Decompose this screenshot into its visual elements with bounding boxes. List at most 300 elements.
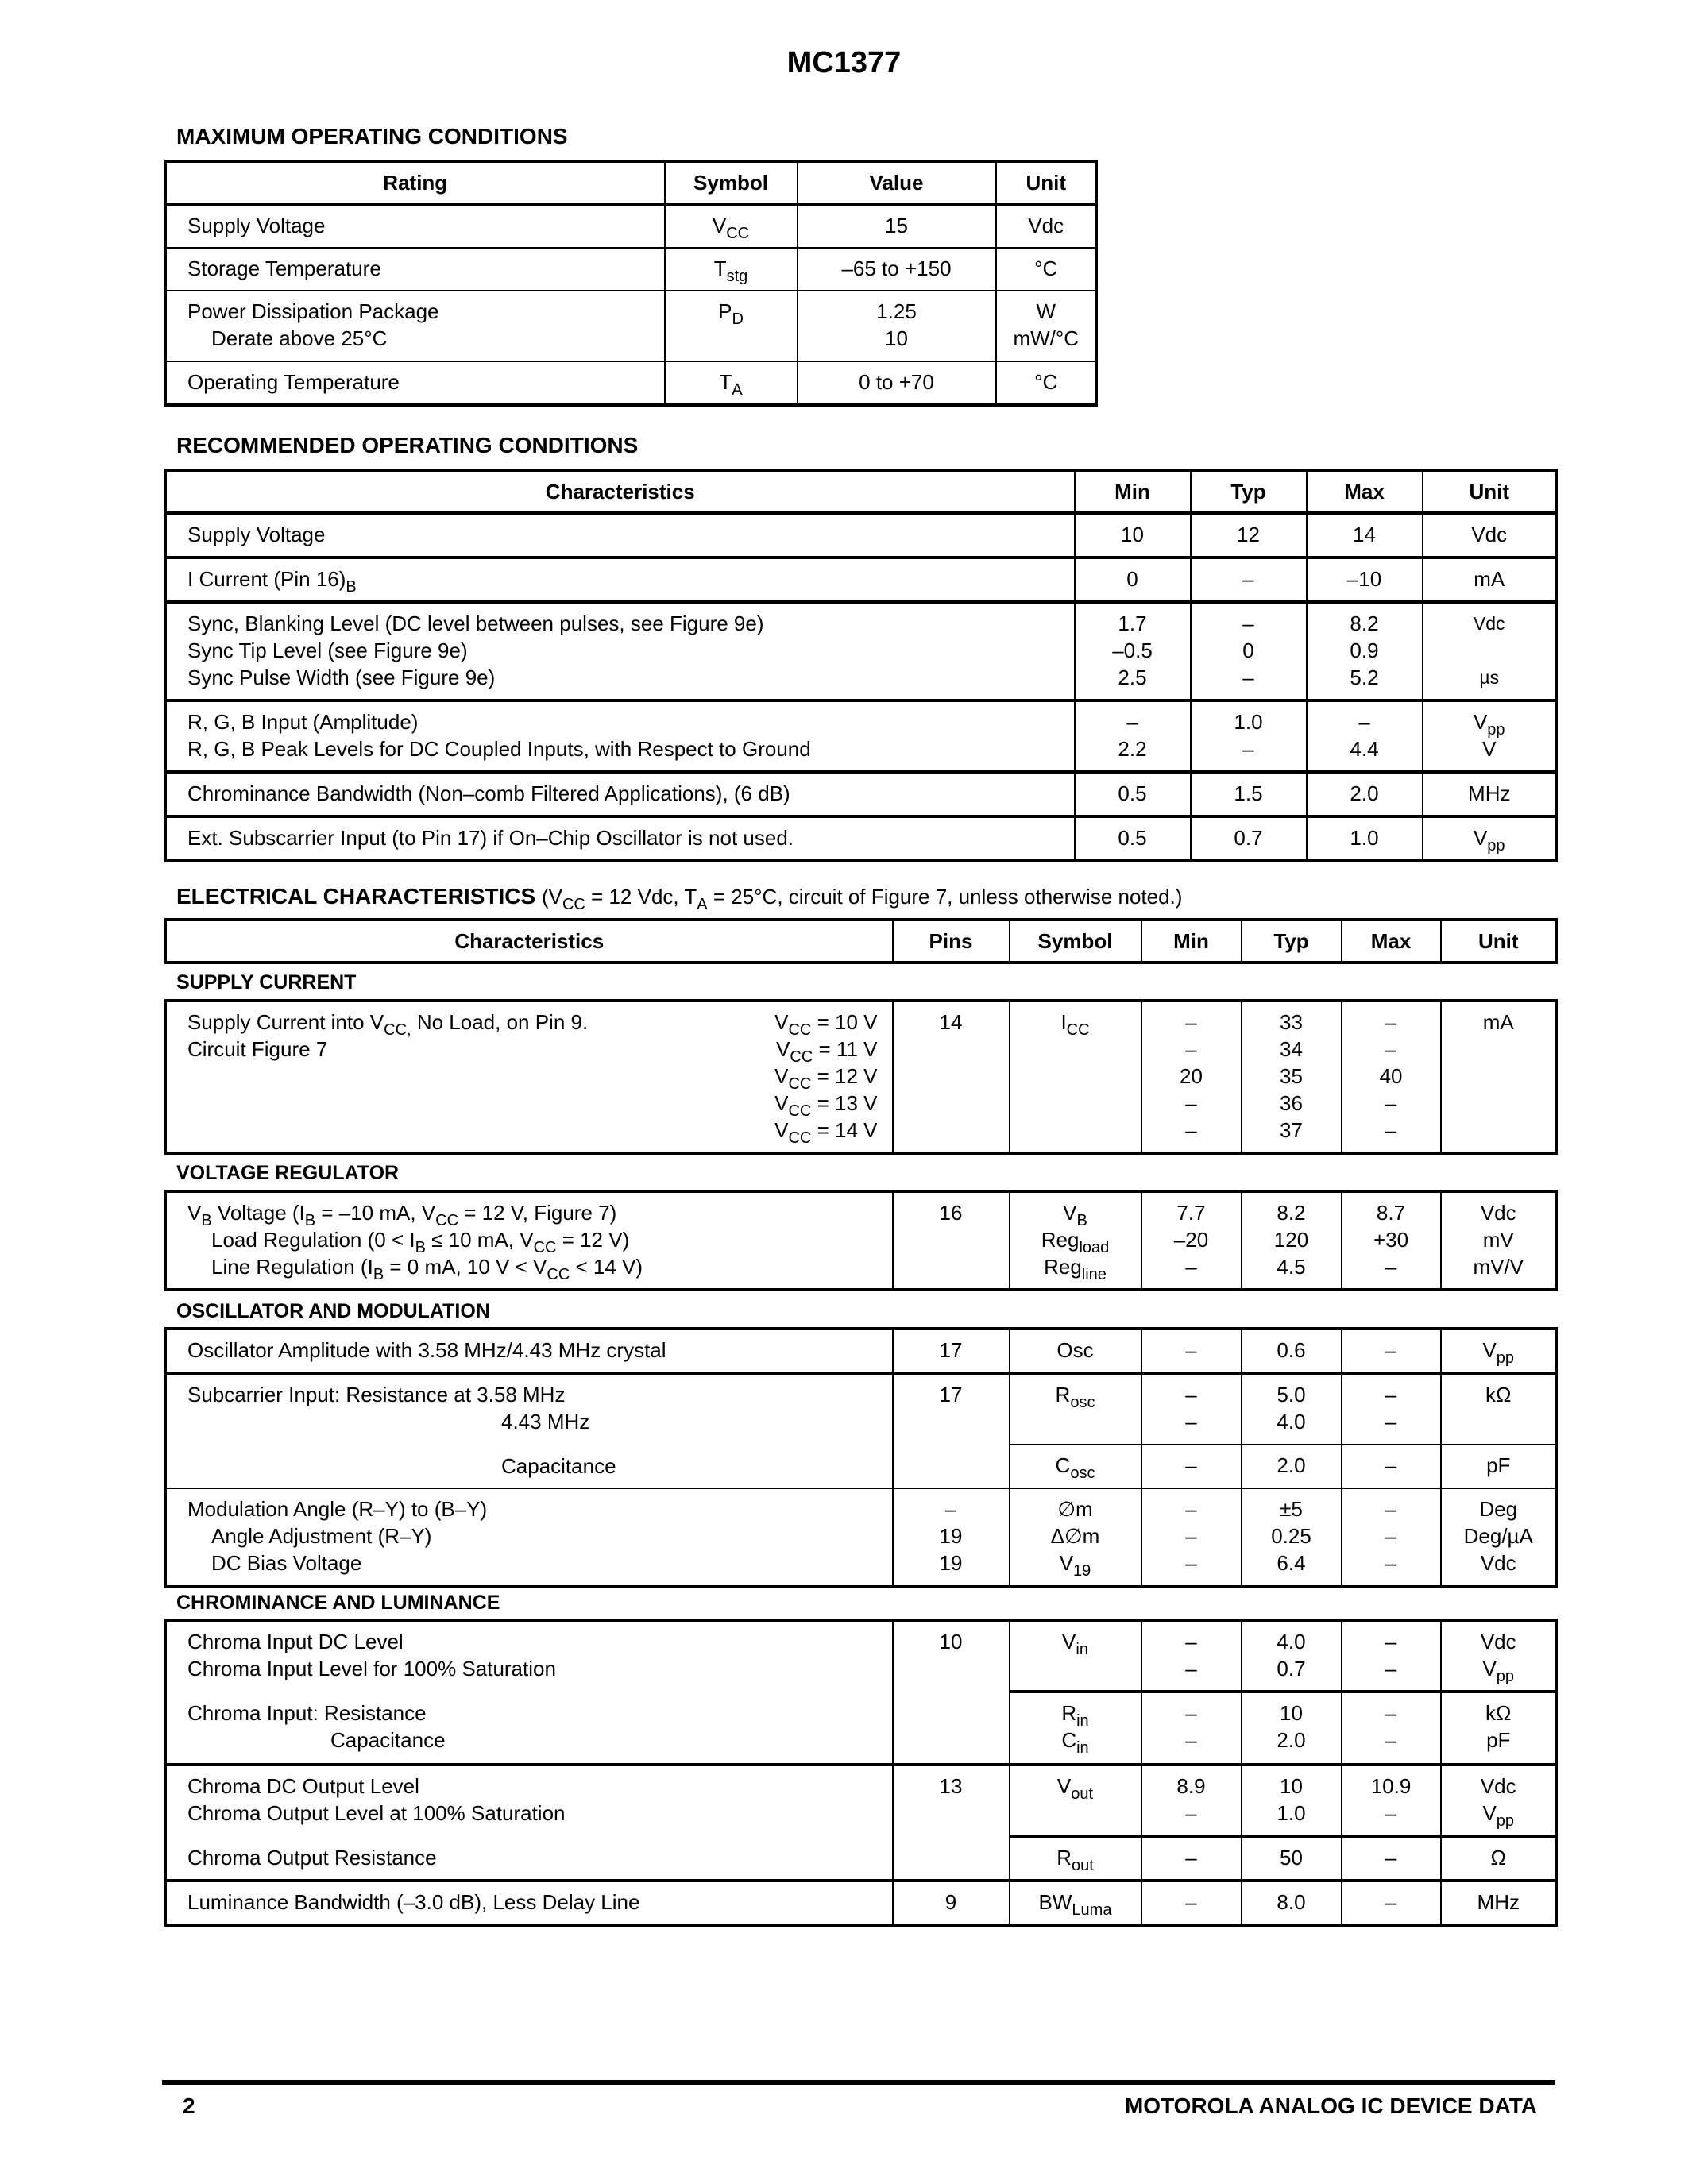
typ-cell	[1242, 1373, 1342, 1445]
cell-line: –	[944, 1497, 957, 1521]
cell-line: Δ∅m	[1050, 1524, 1100, 1548]
cell-content	[1142, 1445, 1241, 1487]
cell-line: Vdc	[1471, 523, 1508, 546]
typ-cell	[1242, 1488, 1342, 1587]
cell-line: –	[1185, 1657, 1197, 1680]
unit-cell	[1441, 1692, 1557, 1765]
cell-content	[1442, 1193, 1556, 1288]
cell-content	[1308, 818, 1422, 859]
subscript: pp	[1496, 1812, 1515, 1830]
pins-cell	[893, 1001, 1010, 1153]
electrical-section-table	[164, 1327, 1558, 1588]
footer-rule	[162, 2080, 1555, 2085]
line-right: $V_{CC} = 13$ V	[774, 1091, 878, 1120]
cell-content	[997, 249, 1096, 290]
cell-content	[1010, 1622, 1141, 1663]
cell-content	[1192, 515, 1306, 556]
cell-line: –	[1185, 1551, 1197, 1575]
table-row	[166, 602, 1557, 700]
col-header-pins: Pins	[893, 920, 1010, 963]
cell-line: 4.43 MHz	[501, 1410, 590, 1433]
cell-line: –	[1185, 1497, 1197, 1521]
pins-cell	[893, 1191, 1010, 1290]
electrical-header-table	[164, 918, 1558, 964]
max-cell	[1342, 1881, 1441, 1925]
cell-line: $V_{19}$	[1059, 1551, 1091, 1580]
cell-content	[1192, 818, 1306, 859]
subscript: CC	[790, 1048, 813, 1066]
cell-content	[997, 362, 1096, 403]
cell-content	[1142, 1375, 1241, 1443]
table-row	[166, 248, 1097, 291]
cell-line: 15	[885, 214, 908, 237]
cell-line: 0	[1242, 639, 1254, 662]
cell-content	[167, 1882, 892, 1924]
symbol-cell	[1010, 1445, 1141, 1488]
cell-line: $V_{out}$	[1056, 1774, 1094, 1803]
typ-cell	[1191, 772, 1307, 816]
cell-line: 1.7	[1118, 612, 1147, 635]
pins-cell	[893, 1620, 1010, 1765]
cell-content	[1442, 1489, 1556, 1584]
cell-content	[1342, 1330, 1440, 1372]
cell-content	[1010, 1838, 1141, 1879]
cell-content	[1010, 1375, 1141, 1416]
cell-line: –	[1242, 666, 1254, 689]
cell-content	[1010, 1193, 1141, 1288]
cell-line: –	[1185, 1383, 1197, 1406]
subscript: 19	[1073, 1562, 1091, 1580]
subscript: CC	[788, 1021, 812, 1039]
subscript: CC,	[384, 1021, 411, 1039]
cell-line: DC Bias Voltage	[211, 1551, 362, 1575]
cell-content	[1010, 1330, 1141, 1372]
table-row	[166, 558, 1557, 602]
subscript: osc	[1070, 1464, 1095, 1483]
electrical-test-conditions: ($V_{CC} = 12$ Vdc, $T_A = 25^\circ C$, circuit of Figure 7, unless otherwise noted.)	[541, 885, 1183, 913]
subscript: B	[1076, 1212, 1087, 1229]
table-row	[166, 700, 1557, 772]
cell-line: ±5	[1280, 1497, 1303, 1521]
cell-content	[1242, 1193, 1341, 1288]
symbol-cell	[1010, 1488, 1141, 1587]
cell-line: 10	[1121, 523, 1144, 546]
cell-line: Supply Voltage	[187, 214, 326, 237]
cell-line: 8.2	[1277, 1201, 1306, 1225]
cell-line: $V_{pp}$	[1482, 1657, 1515, 1685]
typ-cell	[1191, 513, 1307, 558]
value-cell	[798, 291, 996, 361]
cell-line: –20	[1173, 1228, 1209, 1252]
cell-line: 1.0	[1234, 710, 1263, 734]
cell-content	[1308, 515, 1422, 556]
cell-line: –	[1385, 1118, 1397, 1142]
cell-line: –	[1126, 710, 1138, 734]
characteristic-cell	[166, 1881, 893, 1925]
characteristic-cell	[166, 700, 1075, 772]
cell-content	[1442, 1002, 1556, 1044]
cell-line: Vdc	[1480, 1201, 1516, 1225]
col-header-symbol: Symbol	[1010, 920, 1141, 963]
cell-line: Load Regulation ($0 < I_B \le 10$ mA, $V_{CC} = 12$ V)	[211, 1228, 630, 1256]
line-left: Circuit Figure 7	[187, 1037, 328, 1061]
cell-content	[894, 1882, 1009, 1924]
line-right: $V_{CC} = 14$ V	[774, 1118, 878, 1147]
cell-line: 10	[885, 326, 908, 350]
cell-line: MHz	[1468, 781, 1511, 805]
cell-line: Osc	[1056, 1338, 1094, 1362]
cell-line: Reg$_{load}$	[1041, 1228, 1110, 1256]
cell-line: Vdc	[1480, 1551, 1516, 1575]
cell-line: –	[1185, 1846, 1197, 1870]
cell-content	[1442, 1375, 1556, 1416]
cell-line: 4.5	[1277, 1255, 1306, 1279]
unit-cell	[1423, 558, 1557, 602]
min-cell	[1075, 816, 1191, 861]
cell-content	[167, 1375, 892, 1488]
cell-content	[167, 604, 1074, 699]
cell-line: R, G, B Input (Amplitude)	[187, 710, 419, 734]
cell-line: 9	[944, 1890, 957, 1914]
cell-line: 20	[1180, 1064, 1203, 1088]
cell-content	[997, 206, 1096, 247]
unit-cell	[1441, 1836, 1557, 1881]
cell-line: –	[1385, 1497, 1397, 1521]
symbol-cell	[1010, 1765, 1141, 1836]
cell-line: 0.5	[1118, 781, 1147, 805]
cell-line: Supply Voltage	[187, 523, 326, 546]
pins-cell	[893, 1329, 1010, 1373]
cell-line: –	[1185, 1010, 1197, 1034]
col-header-rating: Rating	[166, 161, 665, 204]
max-cell	[1307, 700, 1423, 772]
cell-line: Modulation Angle (R–Y) to (B–Y)	[187, 1497, 488, 1521]
cell-line: 4.4	[1350, 737, 1379, 761]
cell-line: 35	[1280, 1064, 1303, 1088]
min-cell	[1141, 1445, 1242, 1488]
subscript: D	[732, 311, 744, 328]
symbol-cell	[1010, 1001, 1141, 1153]
value-cell	[798, 361, 996, 405]
cell-line: Capacitance	[330, 1728, 446, 1752]
cell-content	[1442, 1838, 1556, 1879]
cell-content	[1142, 1622, 1241, 1690]
cell-line: $R_{osc}$	[1055, 1383, 1095, 1411]
min-cell	[1075, 558, 1191, 602]
cell-content	[1010, 1693, 1141, 1761]
cell-content	[1142, 1489, 1241, 1584]
rating-cell	[166, 291, 665, 361]
cell-line: Reg$_{line}$	[1044, 1255, 1107, 1283]
cell-line: –	[1185, 1091, 1197, 1115]
cell-content	[167, 1489, 892, 1584]
typ-cell	[1242, 1191, 1342, 1290]
cell-content	[1142, 1193, 1241, 1288]
cell-line: 1.0	[1277, 1801, 1306, 1825]
cell-line	[187, 1009, 892, 1039]
typ-cell	[1242, 1445, 1342, 1488]
cell-line: Derate above 25°C	[211, 326, 388, 350]
cell-line: –	[1242, 737, 1254, 761]
subscript: CC	[788, 1129, 812, 1147]
cell-line: 8.2	[1350, 612, 1379, 635]
cell-line: 36	[1280, 1091, 1303, 1115]
min-cell	[1141, 1001, 1242, 1153]
unit-cell	[996, 361, 1097, 405]
cell-line: –	[1242, 567, 1254, 591]
cell-line: $R_{in}$	[1061, 1701, 1089, 1730]
cell-line: –	[1358, 710, 1370, 734]
cell-line: kΩ	[1485, 1701, 1512, 1725]
cell-content	[1442, 1622, 1556, 1690]
cell-line: –	[1385, 1037, 1397, 1061]
max-cell	[1342, 1001, 1441, 1153]
cell-content	[1423, 515, 1556, 556]
cell-content	[666, 291, 797, 333]
subscript: stg	[726, 268, 748, 285]
cell-content	[894, 1330, 1009, 1372]
cell-line: Oscillator Amplitude with 3.58 MHz/4.43 MHz crystal	[187, 1338, 666, 1362]
max-cell	[1342, 1373, 1441, 1445]
cell-line: 6.4	[1277, 1551, 1306, 1575]
cell-content	[1242, 1838, 1341, 1879]
cell-content	[1442, 1882, 1556, 1924]
unit-cell	[996, 291, 1097, 361]
cell-line: 19	[939, 1524, 963, 1548]
pins-cell	[893, 1765, 1010, 1881]
min-cell	[1141, 1329, 1242, 1373]
table-row	[166, 361, 1097, 405]
cell-line: –	[1185, 1801, 1197, 1825]
cell-content	[1076, 774, 1190, 815]
subscript: B	[346, 578, 357, 596]
unit-cell	[996, 248, 1097, 291]
cell-line	[1423, 637, 1556, 664]
cell-line: –10	[1346, 567, 1382, 591]
cell-line: –	[1185, 1255, 1197, 1279]
typ-cell	[1242, 1881, 1342, 1925]
cell-line: $C_{in}$	[1061, 1728, 1089, 1757]
cell-line: –	[1385, 1846, 1397, 1870]
cell-content	[798, 291, 995, 360]
cell-content	[894, 1489, 1009, 1584]
cell-line: 16	[939, 1201, 963, 1225]
unit-cell	[1441, 1001, 1557, 1153]
cell-content	[997, 291, 1096, 360]
cell-content	[167, 362, 664, 403]
cell-line: 10	[1280, 1774, 1303, 1798]
cell-content	[1242, 1882, 1341, 1924]
cell-line: Ext. Subscarrier Input (to Pin 17) if On–Chip Oscillator is not used.	[187, 826, 794, 850]
cell-line: –	[1185, 1410, 1197, 1433]
min-cell	[1141, 1692, 1242, 1765]
cell-content	[1076, 604, 1190, 699]
cell-line: 34	[1280, 1037, 1303, 1061]
recommended-operating-table	[164, 469, 1558, 862]
unit-cell	[1441, 1620, 1557, 1692]
cell-line: µs	[1479, 667, 1500, 688]
symbol-cell	[1010, 1836, 1141, 1881]
subscript: out	[1071, 1857, 1094, 1874]
cell-content	[894, 1193, 1009, 1234]
cell-line: Vdc	[1473, 613, 1505, 634]
page-title: MC1377	[786, 46, 902, 79]
cell-line: mA	[1482, 1010, 1514, 1034]
cell-line: –	[1185, 1728, 1197, 1752]
cell-line: 10	[939, 1630, 963, 1653]
subscript: CC	[547, 1266, 570, 1283]
cell-content	[1342, 1489, 1440, 1584]
cell-line: 40	[1379, 1064, 1403, 1088]
cell-content	[798, 249, 995, 290]
max-cell	[1307, 558, 1423, 602]
symbol-cell	[665, 291, 798, 361]
min-cell	[1141, 1881, 1242, 1925]
cell-line: –	[1385, 1524, 1397, 1548]
min-cell	[1141, 1488, 1242, 1587]
min-cell	[1075, 700, 1191, 772]
cell-content	[1342, 1445, 1440, 1487]
cell-content	[167, 702, 1074, 770]
cell-line: Angle Adjustment (R–Y)	[211, 1524, 432, 1548]
cell-line: $T_{stg}$	[713, 257, 748, 285]
cell-line: 14	[939, 1010, 963, 1034]
cell-content	[1010, 1766, 1141, 1808]
cell-content	[1442, 1330, 1556, 1372]
cell-line: –0.5	[1112, 639, 1153, 662]
cell-content	[167, 559, 1074, 600]
cell-line: –	[1242, 612, 1254, 635]
subscript: CC	[788, 1075, 812, 1093]
cell-line: 1.5	[1234, 781, 1263, 805]
cell-line: $T_A$	[719, 370, 743, 399]
cell-content	[167, 1193, 892, 1288]
symbol-cell	[665, 248, 798, 291]
col-header-typ: Typ	[1191, 470, 1307, 513]
subscript: B	[373, 1266, 384, 1283]
unit-cell	[1441, 1373, 1557, 1445]
max-cell	[1307, 816, 1423, 861]
cell-line: 33	[1280, 1010, 1303, 1034]
cell-line: –	[1185, 1524, 1197, 1548]
cell-line: $V_{pp}$	[1473, 710, 1505, 739]
cell-line: –	[1185, 1890, 1197, 1914]
cell-line: 0.7	[1277, 1657, 1306, 1680]
table-row	[166, 291, 1097, 361]
cell-line: 50	[1280, 1846, 1303, 1870]
characteristic-cell	[166, 1488, 893, 1587]
cell-line: 0.9	[1350, 639, 1379, 662]
symbol-cell	[1010, 1692, 1141, 1765]
cell-content	[1423, 604, 1556, 699]
characteristic-cell	[166, 816, 1075, 861]
max-cell	[1342, 1692, 1441, 1765]
cell-content	[1010, 1489, 1141, 1584]
cell-content	[167, 774, 1074, 815]
cell-line: Vdc	[1028, 214, 1064, 237]
cell-content	[1423, 818, 1556, 859]
cell-content	[1308, 559, 1422, 600]
footer-publication: MOTOROLA ANALOG IC DEVICE DATA	[1124, 2093, 1537, 2118]
min-cell	[1075, 513, 1191, 558]
cell-content	[894, 1002, 1009, 1044]
cell-content	[798, 362, 995, 403]
cell-content	[666, 362, 797, 403]
col-header-characteristics: Characteristics	[166, 920, 893, 963]
cell-line: 1.25	[876, 299, 917, 323]
cell-line: –	[1185, 1118, 1197, 1142]
cell-line: 4.0	[1277, 1630, 1306, 1653]
pins-cell	[893, 1488, 1010, 1587]
cell-line: –	[1385, 1383, 1397, 1406]
cell-line: –	[1385, 1728, 1397, 1752]
typ-cell	[1242, 1620, 1342, 1692]
col-header-unit: Unit	[996, 161, 1097, 204]
cell-line: 10	[1280, 1701, 1303, 1725]
electrical-section-table	[164, 1619, 1558, 1927]
table-row	[166, 816, 1557, 861]
cell-line: 8.9	[1176, 1774, 1206, 1798]
symbol-cell	[665, 361, 798, 405]
characteristic-cell	[166, 1620, 893, 1765]
section-subheading: OSCILLATOR AND MODULATION	[176, 1300, 490, 1322]
cell-line: –	[1185, 1453, 1197, 1478]
table-row	[166, 1373, 1557, 1445]
table-row	[166, 1329, 1557, 1373]
cell-content	[167, 206, 664, 247]
subscript: CC	[726, 225, 750, 242]
max-cell	[1342, 1488, 1441, 1587]
cell-content	[894, 1375, 1009, 1416]
subscript: A	[697, 896, 708, 913]
cell-content	[894, 1766, 1009, 1808]
cell-content	[1342, 1622, 1440, 1690]
unit-cell	[1423, 602, 1557, 700]
cell-line: Deg	[1479, 1497, 1518, 1521]
unit-cell	[1441, 1881, 1557, 1925]
cell-line: 0.5	[1118, 826, 1147, 850]
cell-line: kΩ	[1485, 1383, 1512, 1406]
table-row	[166, 1488, 1557, 1587]
col-header-typ: Typ	[1242, 920, 1342, 963]
typ-cell	[1242, 1765, 1342, 1836]
cell-line: mV/V	[1473, 1255, 1524, 1279]
subscript: CC	[788, 1102, 812, 1120]
cell-line: Power Dissipation Package	[187, 299, 439, 323]
line-right: $V_{CC} = 10$ V	[774, 1010, 878, 1039]
rating-cell	[166, 248, 665, 291]
characteristic-cell	[166, 513, 1075, 558]
cell-line: Chroma Input DC Level	[187, 1630, 404, 1653]
cell-line: –	[1185, 1338, 1197, 1362]
cell-content	[1192, 702, 1306, 770]
page-number: 2	[183, 2093, 195, 2118]
section-subheading: CHROMINANCE AND LUMINANCE	[176, 1592, 500, 1614]
cell-line: R, G, B Peak Levels for DC Coupled Inputs, with Respect to Ground	[187, 737, 811, 761]
typ-cell	[1242, 1001, 1342, 1153]
pins-cell	[893, 1881, 1010, 1925]
subscript: B	[415, 1239, 426, 1256]
cell-content	[1242, 1002, 1341, 1152]
min-cell	[1141, 1191, 1242, 1290]
unit-cell	[1423, 513, 1557, 558]
table-row	[166, 1191, 1557, 1290]
cell-content	[167, 818, 1074, 859]
cell-line: 17	[939, 1383, 963, 1406]
max-cell	[1342, 1836, 1441, 1881]
value-cell	[798, 204, 996, 248]
max-cell	[1342, 1445, 1441, 1488]
